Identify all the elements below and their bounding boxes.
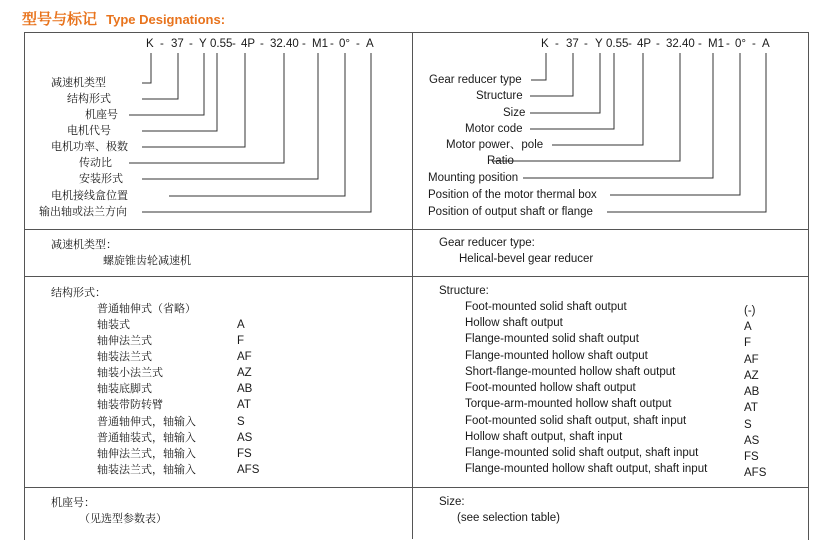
label-ratio-en: Ratio [487, 155, 514, 167]
code-seg-motor: Y [199, 38, 207, 50]
structure-item-code-zh: AZ [237, 367, 252, 379]
structure-title-en: Structure: [439, 285, 489, 297]
structure-item-name-en: Foot-mounted solid shaft output, shaft input [465, 415, 687, 427]
label-reducer-type-zh: 减速机类型 [51, 76, 106, 89]
code-sep: - [628, 38, 632, 50]
label-motor-code-en: Motor code [465, 123, 523, 135]
structure-item-name-zh: 轴装式 [97, 318, 130, 331]
size-title-en: Size: [439, 496, 465, 508]
size-title-zh: 机座号： [51, 496, 95, 509]
code-sep: - [232, 38, 236, 50]
structure-item-name-zh: 轴装小法兰式 [97, 366, 163, 379]
structure-item-code-en: AT [744, 402, 758, 414]
size-value-zh: （见选型参数表） [79, 512, 167, 525]
structure-item-name-zh: 轴伸法兰式 [97, 334, 152, 347]
code-sep: - [356, 38, 360, 50]
label-size-en: Size [503, 107, 526, 119]
structure-item-code-en: (-) [744, 305, 756, 317]
code-seg-type: K [541, 38, 549, 50]
code-sep: - [260, 38, 264, 50]
leader-line [552, 53, 643, 145]
structure-item-name-zh: 普通轴伸式，轴输入 [97, 415, 196, 428]
structure-item-code-zh: AT [237, 399, 251, 411]
structure-item-code-zh: FS [237, 448, 252, 460]
leader-line [129, 53, 204, 115]
structure-item-code-zh: A [237, 319, 245, 331]
code-seg-mount: M1 [312, 38, 328, 50]
label-output-dir-en: Position of output shaft or flange [428, 206, 593, 218]
code-sep: - [330, 38, 334, 50]
code-seg-box: 0° [339, 38, 350, 50]
label-structure-zh: 结构形式 [67, 92, 111, 105]
structure-item-name-en: Torque-arm-mounted hollow shaft output [465, 398, 672, 410]
code-seg-pole: 4P [241, 38, 256, 50]
type-title-en: Gear reducer type: [439, 237, 535, 249]
type-value-en: Helical-bevel gear reducer [459, 253, 594, 265]
structure-item-name-zh: 普通轴装式，轴输入 [97, 431, 196, 444]
code-seg-output: A [366, 38, 374, 50]
code-seg-motor: Y [595, 38, 603, 50]
structure-item-code-en: AZ [744, 370, 759, 382]
code-sep: - [726, 38, 730, 50]
leader-line [610, 53, 740, 195]
structure-item-code-zh: AFS [237, 464, 260, 476]
structure-item-code-zh: AB [237, 383, 253, 395]
structure-item-name-en: Hollow shaft output, shaft input [465, 431, 623, 443]
leader-line [142, 53, 245, 147]
structure-item-name-en: Flange-mounted solid shaft output, shaft input [465, 447, 699, 459]
structure-item-code-en: AF [744, 354, 759, 366]
type-value-zh: 螺旋锥齿轮减速机 [103, 254, 191, 267]
structure-item-name-zh: 轴装带防转臂 [97, 398, 163, 411]
structure-item-code-en: F [744, 337, 752, 349]
label-motor-power-zh: 电机功率、极数 [51, 140, 128, 153]
label-mounting-en: Mounting position [428, 172, 519, 184]
structure-item-code-en: FS [744, 451, 759, 463]
structure-item-name-en: Short-flange-mounted hollow shaft output [465, 366, 676, 378]
label-output-dir-zh: 输出轴或法兰方向 [39, 205, 127, 218]
structure-item-name-en: Foot-mounted solid shaft output [465, 301, 627, 313]
label-thermal-box-zh: 电机接线盒位置 [51, 189, 128, 202]
leader-line [523, 53, 713, 178]
code-seg-output: A [762, 38, 770, 50]
structure-item-code-zh: S [237, 416, 245, 428]
structure-item-name-en: Flange-mounted solid shaft output [465, 333, 639, 345]
code-sep: - [302, 38, 306, 50]
label-thermal-box-en: Position of the motor thermal box [428, 189, 597, 201]
leader-line [530, 53, 600, 113]
code-sep: - [160, 38, 164, 50]
structure-item-name-zh: 轴伸法兰式，轴输入 [97, 447, 196, 460]
code-seg-size: 37 [566, 38, 579, 50]
label-motor-power-en: Motor power、pole [446, 139, 544, 151]
leader-line [169, 53, 345, 196]
code-seg-box: 0° [735, 38, 746, 50]
code-seg-pole: 4P [637, 38, 652, 50]
structure-item-name-en: Flange-mounted hollow shaft output, shaft input [465, 463, 708, 475]
leader-line [142, 53, 178, 99]
code-sep: - [189, 38, 193, 50]
heading-en: Type Designations: [106, 12, 226, 27]
size-value-en: (see selection table) [457, 512, 560, 524]
structure-item-code-en: AB [744, 386, 760, 398]
heading-zh: 型号与标记 [22, 10, 98, 28]
structure-item-code-en: AS [744, 435, 760, 447]
label-motor-code-zh: 电机代号 [67, 124, 111, 137]
leader-line [607, 53, 766, 212]
structure-item-name-zh: 轴装法兰式，轴输入 [97, 463, 196, 476]
code-sep: - [584, 38, 588, 50]
structure-item-name-zh: 轴装法兰式 [97, 350, 152, 363]
structure-item-code-zh: AF [237, 351, 252, 363]
leader-line [531, 53, 546, 80]
structure-item-name-en: Foot-mounted hollow shaft output [465, 382, 636, 394]
code-sep: - [752, 38, 756, 50]
structure-item-code-en: AFS [744, 467, 767, 479]
structure-item-name-en: Hollow shaft output [465, 317, 563, 329]
code-seg-ratio: 32.40 [666, 38, 695, 50]
structure-item-name-zh: 普通轴伸式（省略） [97, 302, 196, 315]
code-seg-mount: M1 [708, 38, 724, 50]
structure-item-name-zh: 轴装底脚式 [97, 382, 152, 395]
label-ratio-zh: 传动比 [79, 156, 112, 169]
label-structure-en: Structure [476, 90, 523, 102]
code-seg-type: K [146, 38, 154, 50]
leader-line [530, 53, 614, 129]
label-mounting-zh: 安装形式 [79, 172, 123, 185]
code-seg-ratio: 32.40 [270, 38, 299, 50]
code-seg-power: 0.55 [606, 38, 629, 50]
code-seg-power: 0.55 [210, 38, 233, 50]
leader-line [142, 53, 217, 131]
leader-line [142, 53, 318, 179]
code-sep: - [698, 38, 702, 50]
structure-item-code-zh: F [237, 335, 245, 347]
structure-item-name-en: Flange-mounted hollow shaft output [465, 350, 648, 362]
leader-line [142, 53, 371, 212]
code-sep: - [656, 38, 660, 50]
leader-line [530, 53, 573, 96]
label-size-zh: 机座号 [85, 108, 118, 121]
structure-title-zh: 结构形式： [51, 286, 106, 299]
structure-item-code-en: S [744, 419, 752, 431]
code-seg-size: 37 [171, 38, 184, 50]
structure-item-code-en: A [744, 321, 752, 333]
code-sep: - [555, 38, 559, 50]
leader-line [142, 53, 151, 83]
type-title-zh: 减速机类型： [51, 238, 117, 251]
structure-item-code-zh: AS [237, 432, 253, 444]
label-reducer-type-en: Gear reducer type [429, 74, 522, 86]
